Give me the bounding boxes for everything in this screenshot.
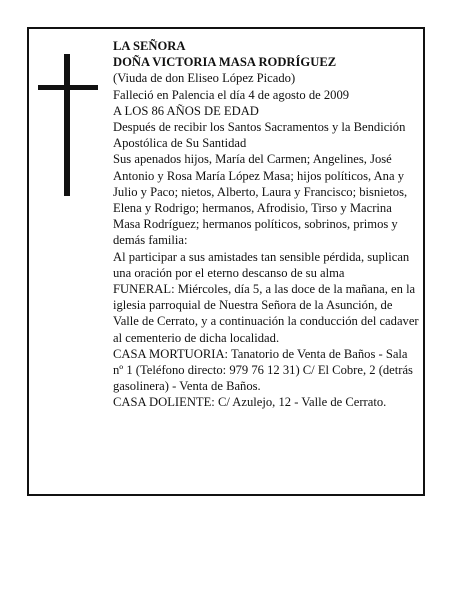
mortuary-paragraph: CASA MORTUORIA: Tanatorio de Venta de Baños - Sala nº 1 (Teléfono directo: 979 76 12 31) C/ El Cobre, 2 (detrás gasolinera) - Venta de Baños.: [113, 346, 413, 394]
age-line: A LOS 86 AÑOS DE EDAD: [113, 103, 259, 118]
cross-vertical-bar: [64, 54, 70, 196]
deceased-name: DOÑA VICTORIA MASA RODRÍGUEZ: [113, 55, 337, 70]
cross-horizontal-bar: [38, 85, 98, 90]
prayer-request-paragraph: Al participar a sus amistades tan sensible pérdida, suplican una oración por el eterno descanso de su alma: [113, 249, 410, 280]
family-paragraph: Sus apenados hijos, María del Carmen; Angelines, José Antonio y Rosa María López Masa; hijos políticos, Ana y Julio y Paco; nietos, Alberto, Laura y Francisco; bisnietos, Elena y Rodrigo; hermanos, Afrodisio, Tirso y Macrina Masa Rodríguez; hermanos políticos, sobrinos, primos y demás familia:: [113, 152, 408, 248]
cross-icon: [38, 54, 98, 196]
sacraments-paragraph: Después de recibir los Santos Sacramentos y la Bendición Apostólica de Su Santidad: [113, 120, 406, 151]
honorific-title: LA SEÑORA: [113, 39, 186, 53]
obituary-text: [113, 38, 419, 411]
funeral-paragraph: FUNERAL: Miércoles, día 5, a las doce de la mañana, en la iglesia parroquial de Nuestra Señora de la Asunción, de Valle de Cerrato, y a continuación la conducción del cadaver al cementerio de dicha localidad.: [113, 282, 419, 345]
mourning-house-paragraph: CASA DOLIENTE: C/ Azulejo, 12 - Valle de Cerrato.: [113, 395, 387, 410]
widow-of-line: (Viuda de don Eliseo López Picado): [113, 71, 296, 86]
death-line: Falleció en Palencia el día 4 de agosto de 2009: [113, 87, 350, 102]
